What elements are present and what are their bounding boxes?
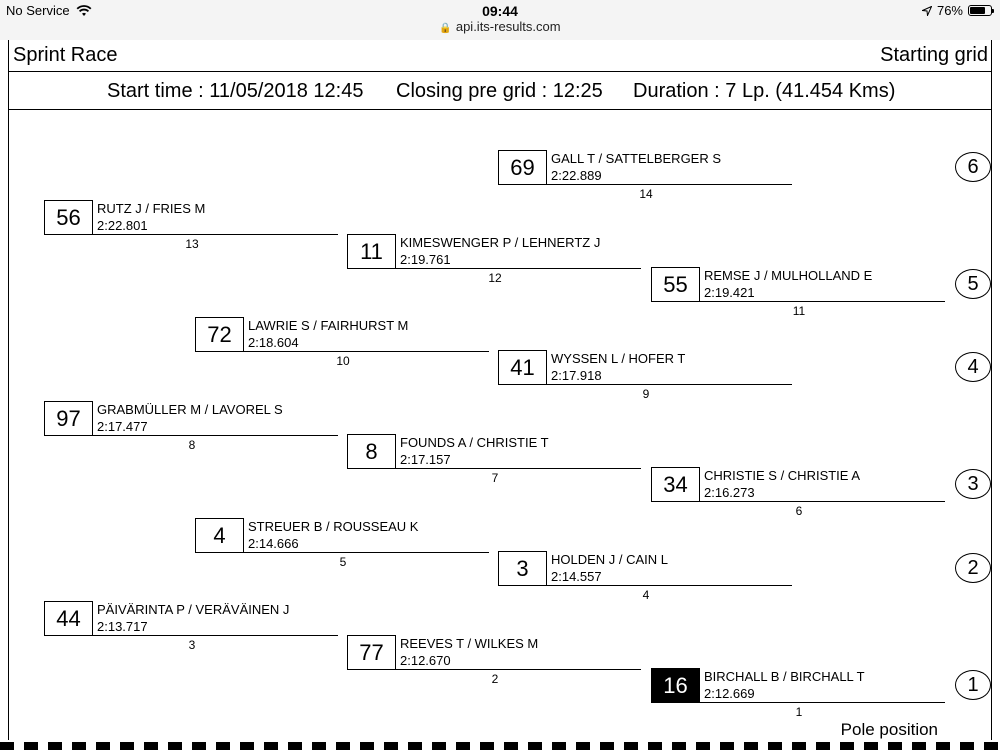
entry-underline bbox=[347, 268, 641, 269]
lap-time: 2:17.477 bbox=[97, 419, 148, 434]
clock: 09:44 bbox=[482, 3, 518, 19]
entry-underline bbox=[44, 234, 338, 235]
car-number: 41 bbox=[498, 350, 547, 385]
car-number: 77 bbox=[347, 635, 396, 670]
battery-level bbox=[970, 7, 985, 14]
grid-entry bbox=[651, 467, 947, 517]
start-time: Start time : 11/05/2018 12:45 bbox=[107, 80, 364, 102]
car-number: 69 bbox=[498, 150, 547, 185]
entry-underline bbox=[44, 435, 338, 436]
lap-time: 2:16.273 bbox=[704, 485, 755, 500]
grid-entry bbox=[347, 434, 643, 484]
grid-position: 6 bbox=[795, 504, 803, 518]
grid-entry bbox=[44, 601, 340, 651]
grid-position: 7 bbox=[491, 471, 499, 485]
car-number: 11 bbox=[347, 234, 396, 269]
lap-time: 2:17.157 bbox=[400, 452, 451, 467]
lap-time: 2:22.801 bbox=[97, 218, 148, 233]
page-title: Sprint Race bbox=[13, 44, 118, 66]
battery-icon bbox=[968, 5, 992, 16]
lap-time: 2:22.889 bbox=[551, 168, 602, 183]
grid-entry bbox=[347, 635, 643, 685]
car-number: 34 bbox=[651, 467, 700, 502]
lap-time: 2:14.557 bbox=[551, 569, 602, 584]
lap-time: 2:12.669 bbox=[704, 686, 755, 701]
grid-entry bbox=[651, 267, 947, 317]
entry-underline bbox=[195, 552, 489, 553]
entry-underline bbox=[651, 702, 945, 703]
driver-names: STREUER B / ROUSSEAU K bbox=[248, 519, 419, 534]
car-number: 8 bbox=[347, 434, 396, 469]
driver-names: REMSE J / MULHOLLAND E bbox=[704, 268, 873, 283]
status-right bbox=[922, 3, 992, 18]
driver-names: HOLDEN J / CAIN L bbox=[551, 552, 669, 567]
car-number: 16 bbox=[651, 668, 700, 703]
checkered-line bbox=[0, 742, 1000, 750]
grid-position: 13 bbox=[185, 237, 199, 251]
lap-time: 2:19.421 bbox=[704, 285, 755, 300]
row-number: 5 bbox=[955, 269, 991, 299]
lock-icon: 🔒 bbox=[439, 23, 452, 34]
entry-underline bbox=[347, 468, 641, 469]
header-divider bbox=[8, 71, 992, 72]
entry-underline bbox=[498, 585, 792, 586]
driver-names: PÄIVÄRINTA P / VERÄVÄINEN J bbox=[97, 602, 290, 617]
row-number: 6 bbox=[955, 152, 991, 182]
location-arrow-icon bbox=[922, 6, 932, 16]
lap-time: 2:18.604 bbox=[248, 335, 299, 350]
duration: Duration : 7 Lp. (41.454 Kms) bbox=[633, 80, 896, 102]
car-number: 97 bbox=[44, 401, 93, 436]
car-number: 3 bbox=[498, 551, 547, 586]
driver-names: FOUNDS A / CHRISTIE T bbox=[400, 435, 549, 450]
grid-entry bbox=[498, 551, 794, 601]
grid-position: 8 bbox=[188, 438, 196, 452]
grid-position: 1 bbox=[795, 705, 803, 719]
driver-names: GRABMÜLLER M / LAVOREL S bbox=[97, 402, 283, 417]
grid-entry bbox=[347, 234, 643, 284]
row-number: 3 bbox=[955, 469, 991, 499]
grid-entry bbox=[195, 518, 491, 568]
entry-underline bbox=[195, 351, 489, 352]
battery-percent: 76% bbox=[936, 3, 963, 18]
grid-entry bbox=[44, 200, 340, 250]
page-subtitle: Starting grid bbox=[880, 44, 988, 66]
entry-underline bbox=[498, 184, 792, 185]
car-number: 72 bbox=[195, 317, 244, 352]
driver-names: KIMESWENGER P / LEHNERTZ J bbox=[400, 235, 601, 250]
grid-position: 2 bbox=[491, 672, 499, 686]
driver-names: REEVES T / WILKES M bbox=[400, 636, 539, 651]
grid-position: 3 bbox=[188, 638, 196, 652]
entry-underline bbox=[651, 501, 945, 502]
car-number: 56 bbox=[44, 200, 93, 235]
entry-underline bbox=[44, 635, 338, 636]
row-number: 2 bbox=[955, 553, 991, 583]
lap-time: 2:13.717 bbox=[97, 619, 148, 634]
lap-time: 2:12.670 bbox=[400, 653, 451, 668]
grid-entry-pole bbox=[651, 668, 947, 718]
grid-position: 12 bbox=[488, 271, 502, 285]
status-bar bbox=[0, 0, 1000, 40]
lap-time: 2:19.761 bbox=[400, 252, 451, 267]
car-number: 4 bbox=[195, 518, 244, 553]
grid-position: 5 bbox=[339, 555, 347, 569]
grid-position: 14 bbox=[639, 187, 653, 201]
grid-position: 10 bbox=[336, 354, 350, 368]
car-number: 55 bbox=[651, 267, 700, 302]
driver-names: RUTZ J / FRIES M bbox=[97, 201, 206, 216]
pole-position-label: Pole position bbox=[840, 720, 938, 739]
url-bar[interactable] bbox=[0, 19, 1000, 34]
entry-underline bbox=[651, 301, 945, 302]
grid-position: 9 bbox=[642, 387, 650, 401]
entry-underline bbox=[498, 384, 792, 385]
lap-time: 2:17.918 bbox=[551, 368, 602, 383]
closing-pre-grid: Closing pre grid : 12:25 bbox=[396, 80, 603, 102]
grid-entry bbox=[195, 317, 491, 367]
driver-names: LAWRIE S / FAIRHURST M bbox=[248, 318, 409, 333]
grid-position: 11 bbox=[792, 304, 806, 318]
carrier-label: No Service bbox=[6, 3, 70, 18]
header-divider-bottom bbox=[8, 109, 992, 110]
lap-time: 2:14.666 bbox=[248, 536, 299, 551]
grid-position: 4 bbox=[642, 588, 650, 602]
grid-entry bbox=[498, 350, 794, 400]
url-text: api.its-results.com bbox=[455, 19, 561, 34]
driver-names: WYSSEN L / HOFER T bbox=[551, 351, 686, 366]
driver-names: GALL T / SATTELBERGER S bbox=[551, 151, 722, 166]
driver-names: BIRCHALL B / BIRCHALL T bbox=[704, 669, 865, 684]
car-number: 44 bbox=[44, 601, 93, 636]
row-number: 4 bbox=[955, 352, 991, 382]
grid-entry bbox=[44, 401, 340, 451]
entry-underline bbox=[347, 669, 641, 670]
grid-entry bbox=[498, 150, 794, 200]
row-number: 1 bbox=[955, 670, 991, 700]
driver-names: CHRISTIE S / CHRISTIE A bbox=[704, 468, 861, 483]
